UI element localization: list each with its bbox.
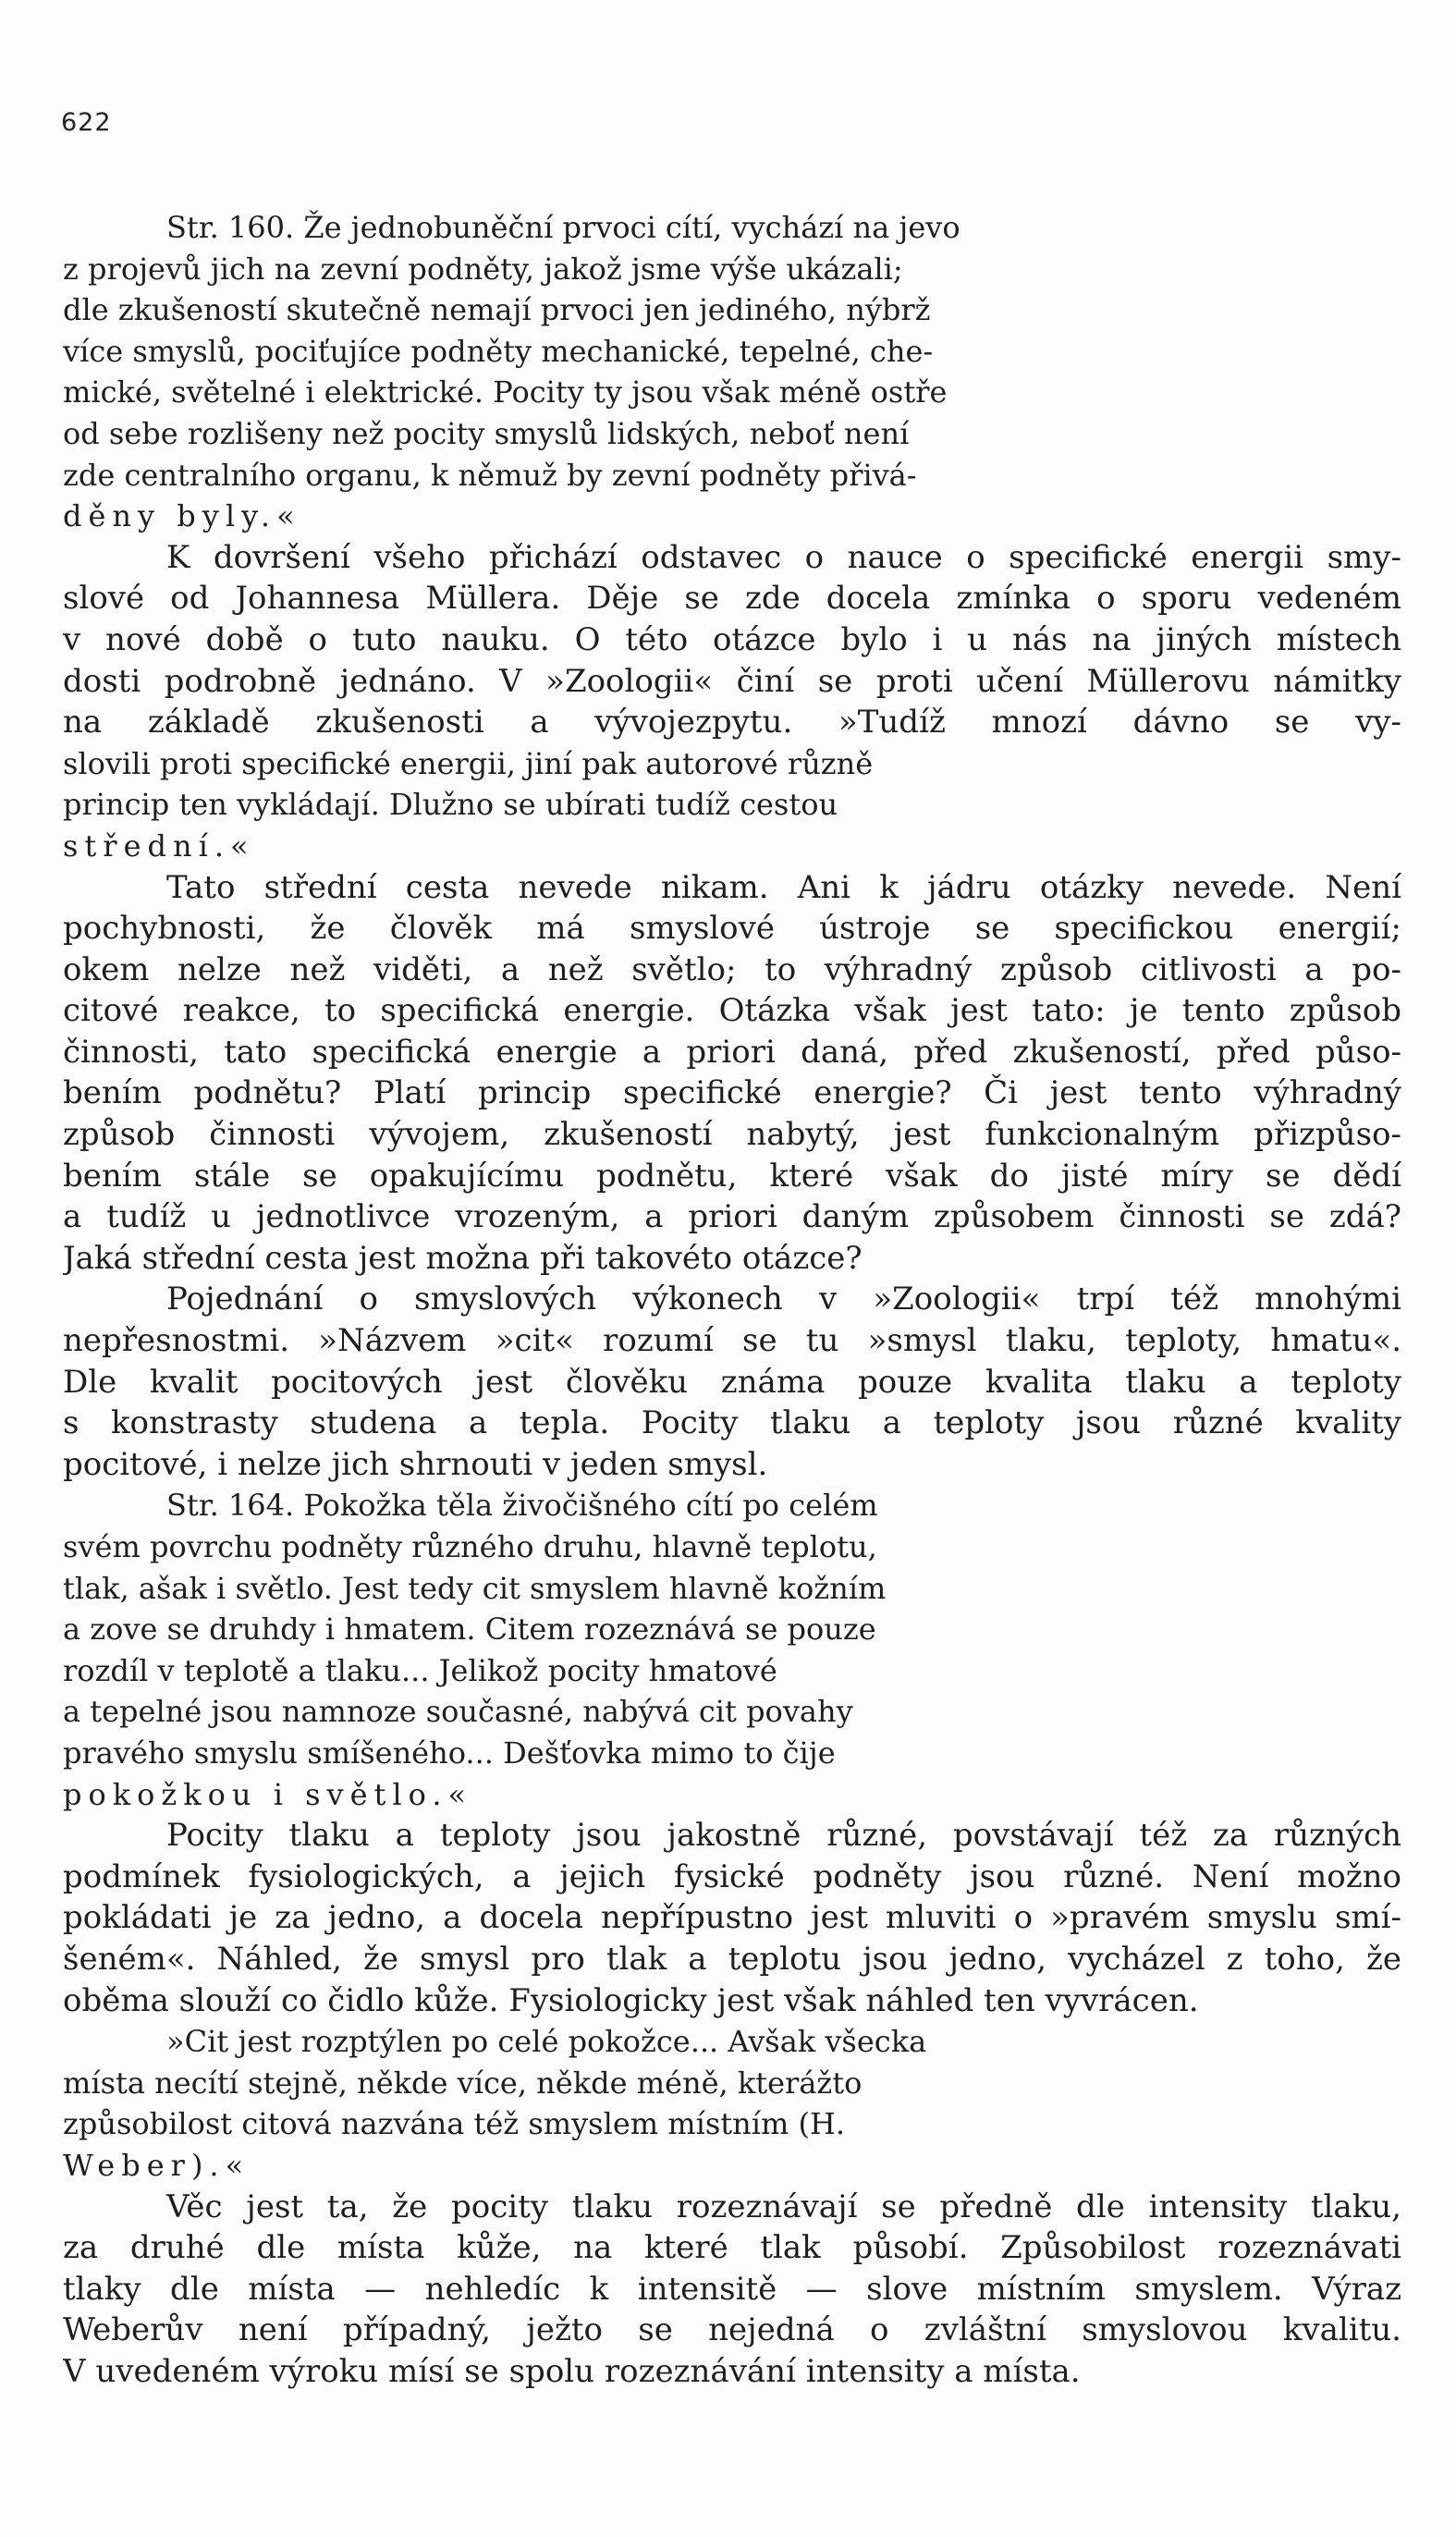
text-line: V uvedeném výroku mísí se spolu rozeznávání intensity a místa.	[63, 2352, 1081, 2390]
text-line: slovili proti specifické energii, jiní pak autorové různě	[63, 745, 874, 781]
text-line: citové reakce, to specifická energie. Otázka však jest tato: je tento způsob	[63, 992, 1401, 1030]
text-line: podmínek fysiologických, a jejich fysické podněty jsou různé. Není možno	[63, 1857, 1401, 1895]
text-line: princip ten vykládají. Dlužno se ubírati tudíž cestou	[63, 787, 838, 823]
text-line: a tudíž u jednotlivce vrozeným, a priori daným způsobem činnosti se zdá?	[63, 1198, 1401, 1236]
text-line: od sebe rozlišeny než pocity smyslů lidských, neboť není	[63, 415, 910, 451]
text-line: místa necítí stejně, někde více, někde méně, kterážto	[63, 2065, 863, 2101]
text-line: střední.«	[63, 827, 255, 864]
text-line: Jaká střední cesta jest možna při takovéto otázce?	[63, 1239, 863, 1277]
text-line: způsob činnosti vývojem, zkušeností nabytý, jest funkcionalným přizpůso-	[63, 1116, 1401, 1154]
text-line: s konstrasty studena a tepla. Pocity tlaku a teploty jsou různé kvality	[63, 1404, 1401, 1442]
text-line: dosti podrobně jednáno. V »Zoologii« činí se proti učení Müllerovu námitky	[63, 662, 1401, 700]
text-line: pochybnosti, že člověk má smyslové ústroje se specifickou energií;	[63, 910, 1401, 948]
text-line: z projevů jich na zevní podněty, jakož jsme výše ukázali;	[63, 251, 903, 287]
text-line: oběma slouží co čidlo kůže. Fysiologicky jest však náhled ten vyvrácen.	[63, 1981, 1199, 2019]
text-line: Pocity tlaku a teploty jsou jakostně různé, povstávají též za různých	[166, 1817, 1401, 1855]
text-line: svém povrchu podněty různého druhu, hlavně teplotu,	[63, 1529, 877, 1564]
text-line: činnosti, tato specifická energie a priori daná, před zkušeností, před půso-	[63, 1033, 1401, 1071]
text-line: nepřesnostmi. »Názvem »cit« rozumí se tu »smysl tlaku, teploty, hmatu«.	[63, 1322, 1401, 1360]
text-line: okem nelze než viděti, a než světlo; to výhradný způsob citlivosti a po-	[63, 950, 1401, 988]
text-line: Weber).«	[63, 2147, 251, 2183]
text-line: na základě zkušenosti a vývojezpytu. »Tudíž mnozí dávno se vy-	[63, 704, 1401, 741]
text-line: za druhé dle místa kůže, na které tlak působí. Způsobilost rozeznávati	[63, 2229, 1401, 2267]
text-line: šeném«. Náhled, že smysl pro tlak a teplotu jsou jedno, vycházel z toho, že	[63, 1940, 1401, 1978]
text-line: zde centralního organu, k němuž by zevní podněty přivá-	[63, 457, 917, 493]
text-line: Str. 164. Pokožka těla živočišného cítí po celém	[166, 1488, 878, 1524]
text-line: a tepelné jsou namnoze současné, nabývá cit povahy	[63, 1694, 853, 1730]
text-line: dle zkušeností skutečně nemají prvoci jen jediného, nýbrž	[63, 292, 931, 328]
text-line: K dovršení všeho přichází odstavec o nauce o specifické energii smy-	[166, 538, 1401, 576]
text-line: Pojednání o smyslových výkonech v »Zoologii« trpí též mnohými	[166, 1281, 1401, 1318]
page-number: 622	[61, 108, 112, 137]
text-line: Str. 160. Že jednobuněční prvoci cítí, vychází na jevo	[166, 210, 960, 245]
text-line: pokožkou i světlo.«	[63, 1776, 473, 1812]
text-line: bením podnětu? Platí princip specifické energie? Či jest tento výhradný	[63, 1074, 1401, 1112]
text-line: Dle kvalit pocitových jest člověku známa pouze kvalita tlaku a teploty	[63, 1363, 1401, 1401]
text-line: Tato střední cesta nevede nikam. Ani k jádru otázky nevede. Není	[166, 868, 1401, 906]
text-line: Weberův není případný, ježto se nejedná o zvláštní smyslovou kvalitu.	[63, 2311, 1401, 2349]
text-line: pocitové, i nelze jich shrnouti v jeden smysl.	[63, 1445, 768, 1483]
text-line: v nové době o tuto nauku. O této otázce bylo i u nás na jiných místech	[63, 620, 1401, 658]
text-line: způsobilost citová nazvána též smyslem místním (H.	[63, 2106, 846, 2142]
text-line: mické, světelné i elektrické. Pocity ty jsou však méně ostře	[63, 374, 948, 411]
text-line: Věc jest ta, že pocity tlaku rozeznávají se předně dle intensity tlaku,	[166, 2188, 1401, 2225]
body-text	[63, 207, 1401, 2392]
text-line: a zove se druhdy i hmatem. Citem rozeznává se pouze	[63, 1612, 876, 1648]
text-line: pravého smyslu smíšeného... Dešťovka mimo to čije	[63, 1734, 836, 1771]
text-line: pokládati je za jedno, a docela nepřípustno jest mluviti o »pravém smyslu smí-	[63, 1899, 1401, 1937]
text-line: více smyslů, pociťujíce podněty mechanické, tepelné, che-	[63, 333, 934, 369]
text-line: tlak, ašak i světlo. Jest tedy cit smyslem hlavně kožním	[63, 1570, 887, 1606]
text-line: tlaky dle místa — nehledíc k intensitě — slove místním smyslem. Výraz	[63, 2270, 1401, 2308]
text-line: slové od Johannesa Müllera. Děje se zde docela zmínka o sporu vedeném	[63, 580, 1401, 618]
text-line: bením stále se opakujícímu podnětu, které však do jisté míry se dědí	[63, 1157, 1401, 1195]
text-line: děny byly.«	[63, 498, 301, 534]
text-line: »Cit jest rozptýlen po celé pokožce... Avšak všecka	[166, 2024, 927, 2060]
text-line: rozdíl v teplotě a tlaku... Jelikož pocity hmatové	[63, 1652, 777, 1688]
